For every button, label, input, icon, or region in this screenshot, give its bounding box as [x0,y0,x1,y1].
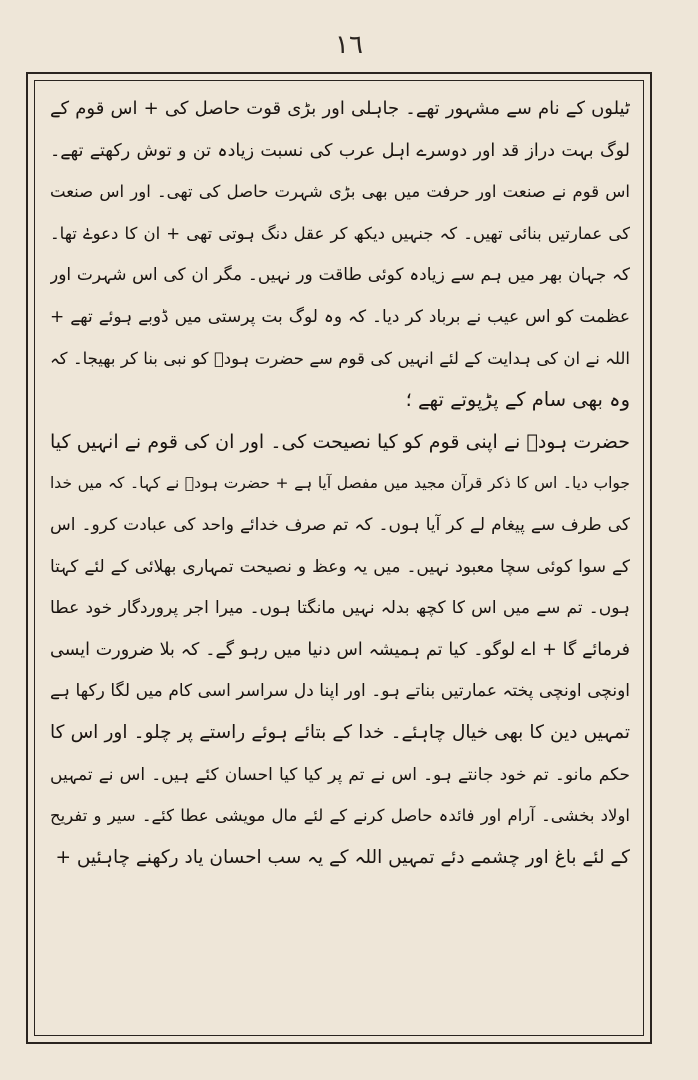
text-line: حضرت ہودؑ نے اپنی قوم کو کیا نصیحت کی۔ اور ان کی قوم نے انہیں کیا [50,430,630,453]
text-line: اونچی اونچی پختہ عمارتیں بناتے ہو۔ اور اپنا دل سراسر اسی کام میں لگا رکھا ہے [50,681,630,702]
text-line: اس قوم نے صنعت اور حرفت میں بھی بڑی شہرت حاصل کی تھی۔ اور اس صنعت [50,182,630,202]
text-line: کہ جہان بھر میں ہم سے زیادہ کوئی طاقت ور نہیں۔ مگر ان کی اس شہرت اور [50,265,630,286]
text-line: جواب دیا۔ اس کا ذکر قرآن مجید میں مفصل آیا ہے + حضرت ہودؑ نے کہا۔ کہ میں خدا [50,474,630,493]
text-line: کی طرف سے پیغام لے کر آیا ہوں۔ کہ تم صرف خدائے واحد کی عبادت کرو۔ اس [50,514,630,535]
text-line: فرمائے گا + اے لوگو۔ کیا تم ہمیشہ اس دنیا میں رہو گے۔ کہ بلا ضرورت ایسی [50,639,630,660]
text-line: عظمت کو اس عیب نے برباد کر دیا۔ کہ وہ لوگ بت پرستی میں ڈوبے ہوئے تھے + [50,306,630,327]
text-line: تمہیں دین کا بھی خیال چاہئے۔ خدا کے بتائے ہوئے راستے پر چلو۔ اور اس کا [50,721,630,743]
text-line: کی عمارتیں بنائی تھیں۔ کہ جنہیں دیکھ کر عقل دنگ ہوتی تھی + ان کا دعوےٰ تھا۔ [50,223,630,243]
text-line: اللہ نے ان کی ہدایت کے لئے انہیں کی قوم سے حضرت ہودؑ کو نبی بنا کر بھیجا۔ کہ [50,348,630,368]
text-line: حکم مانو۔ تم خود جانتے ہو۔ اس نے تم پر کیا کیا احسان کئے ہیں۔ اس نے تمہیں [50,764,630,785]
text-line: ٹیلوں کے نام سے مشہور تھے۔ جاہلی اور بڑی قوت حاصل کی + اس قوم کے [50,98,630,119]
text-line: لوگ بہت دراز قد اور دوسرے اہل عرب کی نسبت زیادہ تن و توش رکھتے تھے۔ [50,140,630,161]
text-line: کے سوا کوئی سچا معبود نہیں۔ میں یہ وعظ و نصیحت تمہاری بھلائی کے لئے کہتا [50,556,630,577]
text-line: کے لئے باغ اور چشمے دئے تمہیں اللہ کے یہ سب احسان یاد رکھنے چاہئیں + [55,846,630,868]
body-text [50,92,630,1022]
page-number: ١٦ [335,30,363,60]
text-line: ہوں۔ تم سے میں اس کا کچھ بدلہ نہیں مانگتا ہوں۔ میرا اجر پروردگار خود عطا [50,598,630,619]
text-line: اولاد بخشی۔ آرام اور فائدہ حاصل کرنے کے لئے مال مویشی عطا کئے۔ سیر و تفریح [50,806,630,826]
text-line: وہ بھی سام کے پڑپوتے تھے ؛ [405,388,630,412]
